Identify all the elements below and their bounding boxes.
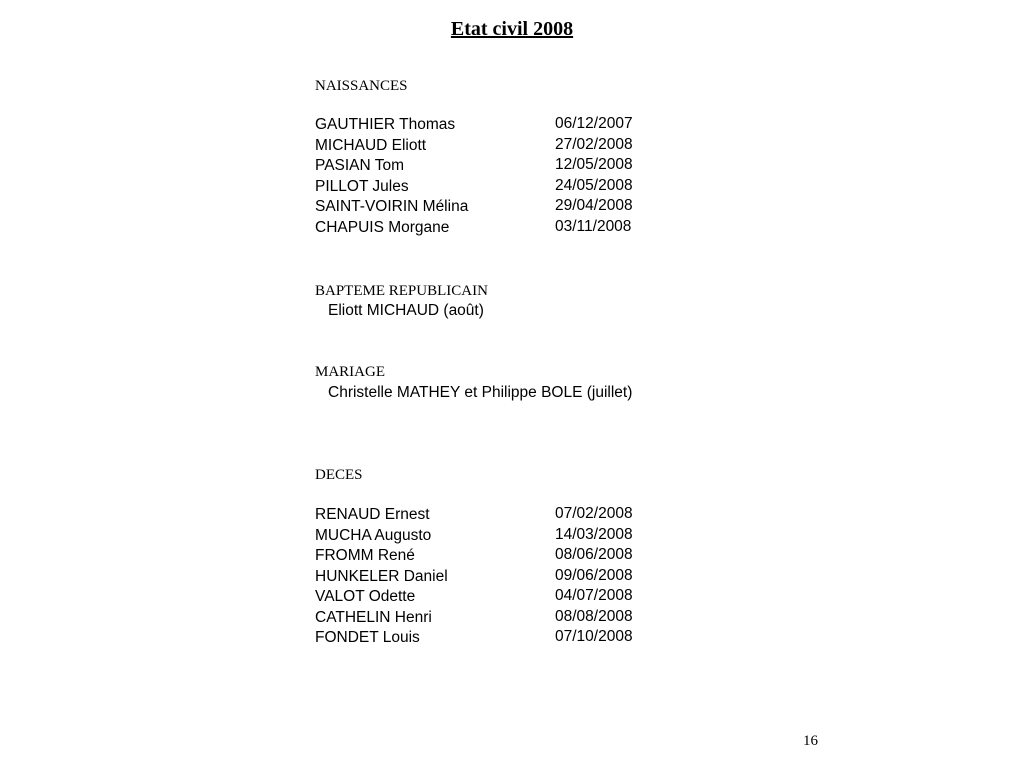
entry-name: CATHELIN Henri [315, 608, 432, 626]
deces-heading: DECES [315, 467, 363, 483]
entry-date: 14/03/2008 [555, 525, 633, 543]
entry-date: 08/08/2008 [555, 607, 633, 625]
entry-name: HUNKELER Daniel [315, 567, 448, 585]
entry-name: GAUTHIER Thomas [315, 116, 456, 133]
entry-name: VALOT Odette [315, 588, 416, 605]
entry-date: 06/12/2007 [555, 115, 633, 132]
naissances-heading: NAISSANCES [315, 78, 408, 94]
entry-date: 27/02/2008 [555, 135, 633, 153]
entry-name: MUCHA Augusto [315, 526, 432, 544]
entry-name: FONDET Louis [315, 629, 420, 646]
page-number: 16 [803, 733, 818, 749]
entry-date: 08/06/2008 [555, 546, 633, 563]
entry-date: 29/04/2008 [555, 197, 633, 214]
entry-name: PILLOT Jules [315, 177, 409, 195]
bapteme-heading: BAPTEME REPUBLICAIN [315, 283, 488, 299]
entry-name: PASIAN Tom [315, 157, 405, 174]
mariage-heading: MARIAGE [315, 364, 385, 380]
entry-date: 12/05/2008 [555, 156, 633, 173]
entry-date: 03/11/2008 [555, 217, 632, 235]
entry-date: 04/07/2008 [555, 587, 633, 604]
entry-name: FROMM René [315, 547, 415, 564]
entry-date: 07/02/2008 [555, 505, 633, 522]
entry-name: SAINT-VOIRIN Mélina [315, 198, 469, 215]
entry-date: 07/10/2008 [555, 628, 633, 645]
entry-name: RENAUD Ernest [315, 506, 430, 523]
mariage-text: Christelle MATHEY et Philippe BOLE (juillet) [328, 384, 633, 401]
entry-date: 09/06/2008 [555, 566, 633, 584]
entry-name: CHAPUIS Morgane [315, 218, 450, 236]
entry-date: 24/05/2008 [555, 176, 633, 194]
page-title: Etat civil 2008 [450, 18, 574, 40]
entry-name: MICHAUD Eliott [315, 136, 427, 154]
bapteme-text: Eliott MICHAUD (août) [328, 302, 484, 319]
